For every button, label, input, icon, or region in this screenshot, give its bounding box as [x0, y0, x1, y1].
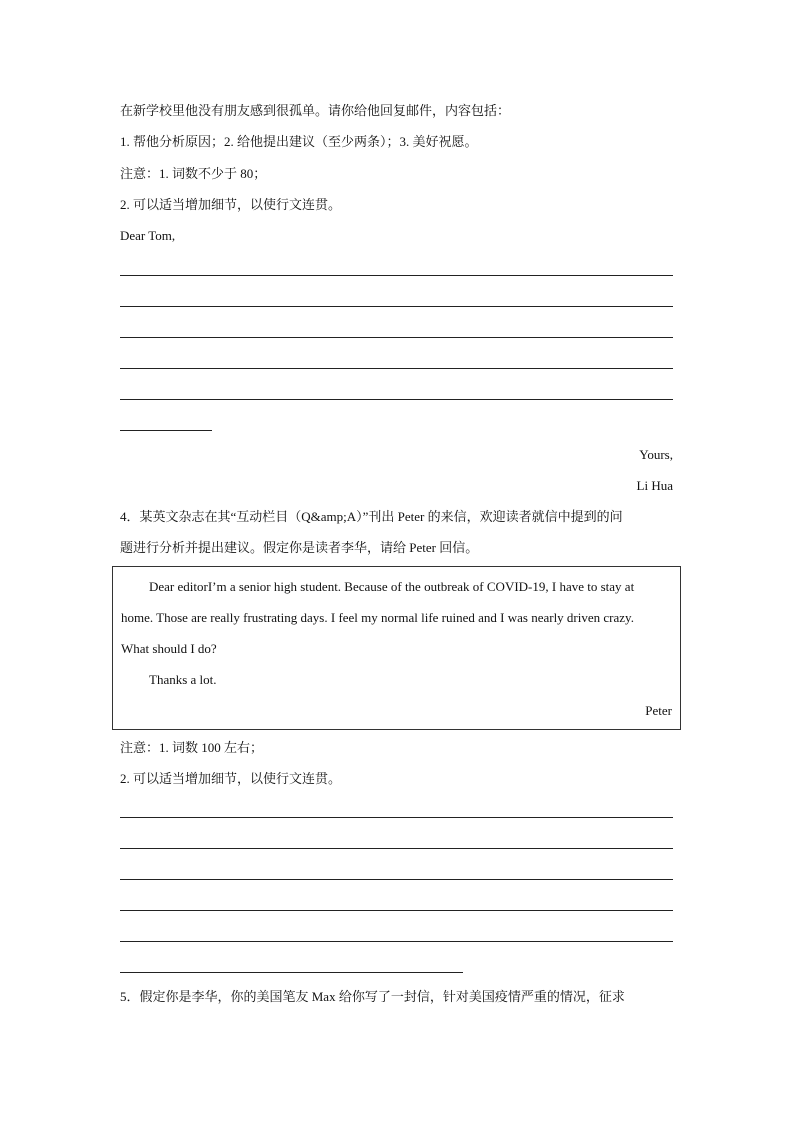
letter-thanks: Thanks a lot. [149, 672, 217, 687]
section4-note-word-count: 注意：1. 词数 100 左右； [120, 740, 264, 755]
writing-line [120, 368, 673, 369]
salutation: Dear Tom, [120, 228, 176, 243]
section3-intro: 在新学校里他没有朋友感到很孤单。请你给他回复邮件，内容包括： [120, 103, 511, 118]
letter-sender: Peter [645, 703, 672, 718]
question-4-line-1: 4．某英文杂志在其“互动栏目（Q&amp;A）”刊出 Peter 的来信，欢迎读者就信中提到的问 [120, 509, 623, 524]
signature: Li Hua [636, 478, 673, 493]
writing-line [120, 910, 673, 911]
question-4-line-2: 题进行分析并提出建议。假定你是读者李华，请给 Peter 回信。 [120, 540, 479, 555]
letter-box [112, 566, 681, 730]
writing-line-partial [120, 972, 463, 973]
letter-line-2: home. Those are really frustrating days. I feel my normal life ruined and I was nearly driven crazy. [121, 610, 634, 625]
writing-line-short [120, 430, 212, 431]
letter-line-3: What should I do? [121, 641, 217, 656]
section3-note-details: 2. 可以适当增加细节，以使行文连贯。 [120, 197, 342, 212]
question-5-line-1: 5．假定你是李华，你的美国笔友 Max 给你写了一封信，针对美国疫情严重的情况，征求 [120, 989, 625, 1004]
closing: Yours, [639, 447, 673, 462]
section3-note-word-count: 注意：1. 词数不少于 80； [120, 166, 267, 181]
writing-line [120, 306, 673, 307]
writing-line [120, 817, 673, 818]
writing-line [120, 879, 673, 880]
section3-points: 1. 帮他分析原因；2. 给他提出建议（至少两条）；3. 美好祝愿。 [120, 134, 478, 149]
section4-note-details: 2. 可以适当增加细节，以使行文连贯。 [120, 771, 342, 786]
writing-line [120, 848, 673, 849]
writing-line [120, 275, 673, 276]
writing-line [120, 337, 673, 338]
letter-line-1: Dear editorI’m a senior high student. Because of the outbreak of COVID-19, I have to stay at [149, 579, 635, 594]
writing-line [120, 399, 673, 400]
writing-line [120, 941, 673, 942]
